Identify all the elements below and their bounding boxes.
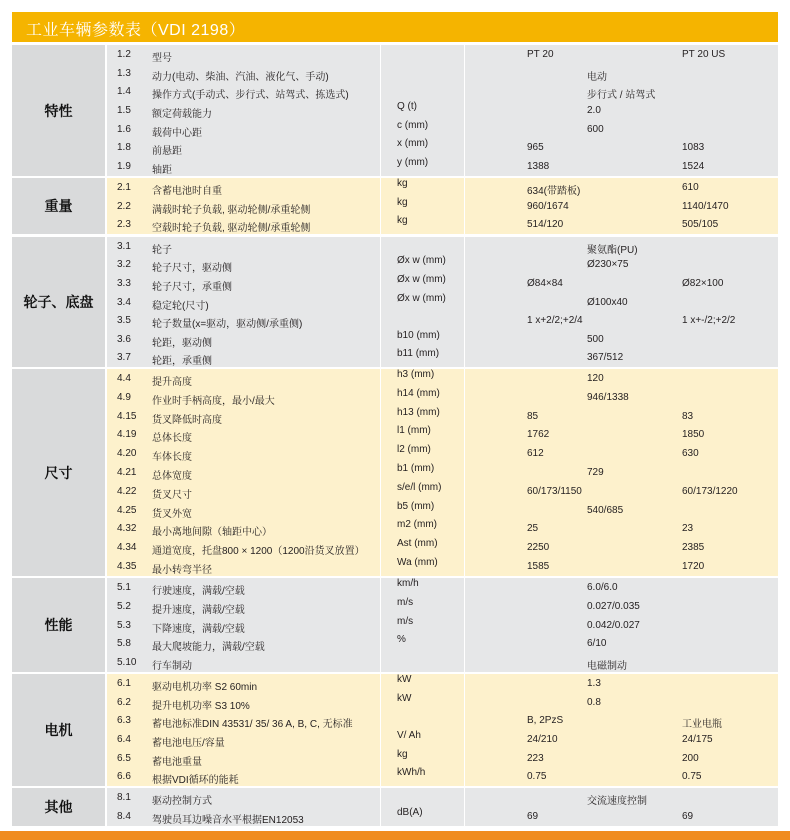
value-pt20us: 1 x+-/2;+2/2 (682, 315, 736, 326)
table-row (107, 215, 778, 234)
value-pt20us: 1140/1470 (682, 201, 729, 212)
row-number: 6.4 (117, 734, 131, 745)
spec-section (12, 674, 778, 786)
table-row (107, 444, 778, 463)
row-description: 行驶速度，满载/空载 (152, 586, 245, 597)
table-row (107, 616, 778, 635)
value-pt20us: 200 (682, 753, 699, 764)
row-description: 驾驶员耳边噪音水平根据EN12053 (152, 815, 304, 826)
row-unit: V/ Ah (397, 730, 421, 741)
row-description: 轮子数量(x=驱动，驱动侧/承重侧) (152, 319, 303, 330)
row-description: 驱动控制方式 (152, 796, 212, 807)
row-number: 1.5 (117, 105, 131, 116)
row-number: 1.2 (117, 49, 131, 60)
table-row (107, 178, 778, 197)
value-pt20: 85 (527, 411, 539, 422)
row-description: 额定荷载能力 (152, 109, 212, 120)
row-description: 行车制动 (152, 661, 192, 672)
row-description: 提升电机功率 S3 10% (152, 701, 250, 712)
value-pt20: 1585 (527, 561, 550, 572)
row-unit: h3 (mm) (397, 369, 435, 380)
value-pt20us: 69 (682, 811, 694, 822)
row-unit: s/e/l (mm) (397, 482, 442, 493)
row-description: 最小转弯半径 (152, 565, 212, 576)
row-description: 货叉外宽 (152, 509, 192, 520)
row-number: 4.34 (117, 542, 137, 553)
value-pt20: 634(带踏板) (527, 186, 581, 197)
section-label: 电机 (44, 722, 73, 738)
table-row (107, 711, 778, 730)
row-number: 3.6 (117, 334, 131, 345)
row-description: 蓄电池电压/容量 (152, 738, 225, 749)
value-pt20us: 505/105 (682, 219, 719, 230)
value-shared: 电磁制动 (587, 661, 627, 672)
table-row (107, 693, 778, 712)
section-label-cell (12, 45, 105, 176)
value-pt20us: 23 (682, 523, 694, 534)
value-pt20us: 1083 (682, 142, 705, 153)
row-unit: b5 (mm) (397, 501, 435, 512)
row-number: 3.5 (117, 315, 131, 326)
row-description: 最大爬坡能力，满载/空载 (152, 642, 265, 653)
value-pt20us: 0.75 (682, 771, 702, 782)
value-pt20us: 83 (682, 411, 694, 422)
table-row (107, 634, 778, 653)
value-shared: 729 (587, 467, 604, 478)
table-row (107, 64, 778, 83)
value-shared: Ø230×75 (587, 259, 629, 270)
row-description: 货叉降低时高度 (152, 415, 222, 426)
value-pt20us: 610 (682, 182, 699, 193)
table-row (107, 348, 778, 367)
row-unit: kW (397, 693, 412, 704)
row-number: 6.1 (117, 678, 131, 689)
value-shared: 367/512 (587, 352, 624, 363)
row-description: 前悬距 (152, 146, 182, 157)
row-unit: h13 (mm) (397, 407, 440, 418)
row-description: 根据VDI循环的能耗 (152, 775, 239, 786)
table-row (107, 749, 778, 768)
row-unit: h14 (mm) (397, 388, 440, 399)
row-unit: kg (397, 749, 408, 760)
value-pt20: 2250 (527, 542, 550, 553)
row-description: 总体长度 (152, 433, 192, 444)
row-unit: Q (t) (397, 101, 417, 112)
row-number: 1.9 (117, 161, 131, 172)
row-number: 3.7 (117, 352, 131, 363)
section-label-cell (12, 237, 105, 367)
table-row (107, 597, 778, 616)
value-pt20: 1762 (527, 429, 550, 440)
row-number: 4.19 (117, 429, 137, 440)
value-shared: 0.027/0.035 (587, 601, 640, 612)
row-unit: b10 (mm) (397, 330, 440, 341)
table-row (107, 197, 778, 216)
value-pt20us: Ø82×100 (682, 278, 724, 289)
row-unit: l1 (mm) (397, 425, 431, 436)
value-shared: 6.0/6.0 (587, 582, 618, 593)
row-description: 提升高度 (152, 377, 192, 388)
row-description: 驱动电机功率 S2 60min (152, 682, 258, 693)
row-unit: km/h (397, 578, 419, 589)
row-number: 2.2 (117, 201, 131, 212)
table-row (107, 767, 778, 786)
row-number: 6.5 (117, 753, 131, 764)
row-number: 6.2 (117, 697, 131, 708)
value-pt20us: 24/175 (682, 734, 713, 745)
value-pt20: 0.75 (527, 771, 547, 782)
row-description: 操作方式(手动式、步行式、站驾式、拣选式) (152, 90, 349, 101)
table-row (107, 653, 778, 672)
row-description: 载荷中心距 (152, 128, 202, 139)
value-pt20us: 1850 (682, 429, 705, 440)
value-shared: 540/685 (587, 505, 624, 516)
table-row (107, 274, 778, 293)
row-number: 5.2 (117, 601, 131, 612)
row-description: 车体长度 (152, 452, 192, 463)
value-pt20us: 1720 (682, 561, 705, 572)
table-row (107, 388, 778, 407)
value-shared: 600 (587, 124, 604, 135)
table-row (107, 538, 778, 557)
value-pt20: 514/120 (527, 219, 564, 230)
table-row (107, 807, 778, 826)
table-row (107, 101, 778, 120)
table-row (107, 82, 778, 101)
value-pt20: B, 2PzS (527, 715, 564, 726)
section-label: 尺寸 (44, 464, 73, 481)
row-number: 5.10 (117, 657, 137, 668)
row-description: 蓄电池标准DIN 43531/ 35/ 36 A, B, C, 无标准 (152, 719, 353, 730)
row-unit: kg (397, 215, 408, 226)
table-row (107, 407, 778, 426)
row-number: 1.8 (117, 142, 131, 153)
row-description: 蓄电池重量 (152, 757, 202, 768)
table-header-bar (12, 12, 778, 42)
value-pt20: Ø84×84 (527, 278, 563, 289)
value-pt20: 24/210 (527, 734, 558, 745)
row-unit: kg (397, 178, 408, 189)
section-label: 重量 (44, 198, 73, 214)
spec-section (12, 237, 778, 367)
row-description: 轮子 (152, 245, 172, 256)
value-pt20: 612 (527, 448, 544, 459)
value-shared: 1.3 (587, 678, 601, 689)
section-label: 特性 (44, 102, 73, 119)
row-unit: Øx w (mm) (397, 274, 446, 285)
section-label-cell (12, 788, 105, 826)
row-description: 总体宽度 (152, 471, 192, 482)
value-shared: 聚氨酯(PU) (587, 245, 638, 256)
value-shared: 500 (587, 334, 604, 345)
row-description: 通道宽度，托盘800 × 1200（1200沿货叉放置） (152, 546, 365, 557)
row-number: 1.6 (117, 124, 131, 135)
row-number: 4.21 (117, 467, 137, 478)
row-unit: b11 (mm) (397, 348, 440, 359)
row-number: 1.3 (117, 68, 131, 79)
section-body (107, 788, 778, 826)
row-unit: dB(A) (397, 807, 423, 818)
section-body (107, 674, 778, 786)
table-row (107, 519, 778, 538)
value-shared: 电动 (587, 72, 607, 83)
value-pt20: 69 (527, 811, 539, 822)
row-description: 下降速度，满载/空载 (152, 624, 245, 635)
row-number: 3.4 (117, 297, 131, 308)
section-label-cell (12, 674, 105, 786)
table-row (107, 463, 778, 482)
section-label: 轮子、底盘 (23, 294, 94, 310)
row-number: 2.1 (117, 182, 131, 193)
row-unit: x (mm) (397, 138, 429, 149)
spec-section (12, 578, 778, 672)
section-body (107, 578, 778, 672)
row-description: 作业时手柄高度，最小/最大 (152, 396, 275, 407)
value-pt20us: PT 20 US (682, 49, 726, 60)
row-unit: c (mm) (397, 120, 429, 131)
section-label-cell (12, 178, 105, 234)
table-row (107, 674, 778, 693)
row-number: 4.15 (117, 411, 137, 422)
row-unit: b1 (mm) (397, 463, 435, 474)
row-number: 4.9 (117, 392, 131, 403)
table-row (107, 788, 778, 807)
table-row (107, 237, 778, 256)
value-pt20: 1388 (527, 161, 550, 172)
row-number: 4.4 (117, 373, 131, 384)
value-pt20us: 60/173/1220 (682, 486, 738, 497)
value-pt20: 25 (527, 523, 539, 534)
value-pt20: 223 (527, 753, 544, 764)
value-pt20us: 2385 (682, 542, 705, 553)
table-row (107, 557, 778, 576)
row-description: 货叉尺寸 (152, 490, 192, 501)
table-row (107, 120, 778, 139)
row-number: 6.6 (117, 771, 131, 782)
row-number: 5.3 (117, 620, 131, 631)
row-unit: l2 (mm) (397, 444, 431, 455)
section-body (107, 369, 778, 576)
row-number: 8.1 (117, 792, 131, 803)
row-description: 提升速度，满载/空载 (152, 605, 245, 616)
row-number: 5.1 (117, 582, 131, 593)
table-row (107, 330, 778, 349)
value-pt20: 965 (527, 142, 544, 153)
value-pt20: PT 20 (527, 49, 554, 60)
table-row (107, 425, 778, 444)
table-row (107, 157, 778, 176)
row-unit: m2 (mm) (397, 519, 437, 530)
value-pt20us: 630 (682, 448, 699, 459)
row-description: 满载时轮子负载, 驱动轮侧/承重轮侧 (152, 205, 311, 216)
section-body (107, 45, 778, 176)
row-description: 轮距，承重侧 (152, 356, 212, 367)
value-shared: 步行式 / 站驾式 (587, 90, 656, 101)
table-row (107, 501, 778, 520)
row-number: 3.3 (117, 278, 131, 289)
value-shared: 0.8 (587, 697, 601, 708)
row-description: 最小离地间隙（轴距中心） (152, 527, 272, 538)
row-number: 5.8 (117, 638, 131, 649)
table-row (107, 369, 778, 388)
row-number: 4.20 (117, 448, 137, 459)
row-unit: kg (397, 197, 408, 208)
row-unit: kW (397, 674, 412, 685)
spec-section (12, 178, 778, 234)
section-label: 其他 (44, 799, 73, 815)
row-unit: kWh/h (397, 767, 426, 778)
table-row (107, 578, 778, 597)
row-description: 轮子尺寸，承重侧 (152, 282, 232, 293)
row-number: 6.3 (117, 715, 131, 726)
section-label-cell (12, 578, 105, 672)
row-description: 型号 (152, 53, 172, 64)
section-body (107, 178, 778, 234)
bottom-accent-bar (0, 831, 790, 840)
value-pt20: 960/1674 (527, 201, 569, 212)
row-number: 3.2 (117, 259, 131, 270)
value-shared: Ø100x40 (587, 297, 628, 308)
table-row (107, 255, 778, 274)
section-label-cell (12, 369, 105, 576)
table-row (107, 138, 778, 157)
row-number: 4.22 (117, 486, 137, 497)
table-row (107, 293, 778, 312)
table-row (107, 730, 778, 749)
row-unit: m/s (397, 616, 414, 627)
value-shared: 6/10 (587, 638, 607, 649)
value-pt20us: 工业电瓶 (682, 719, 722, 730)
table-row (107, 482, 778, 501)
row-number: 4.32 (117, 523, 137, 534)
row-number: 8.4 (117, 811, 131, 822)
table-title: 工业车辆参数表（VDI 2198） (26, 22, 246, 39)
value-shared: 946/1338 (587, 392, 629, 403)
row-number: 2.3 (117, 219, 131, 230)
row-description: 稳定轮(尺寸) (152, 301, 209, 312)
section-body (107, 237, 778, 367)
value-shared: 120 (587, 373, 604, 384)
spec-section (12, 788, 778, 826)
section-label: 性能 (44, 617, 73, 633)
spec-section (12, 45, 778, 176)
value-pt20us: 1524 (682, 161, 705, 172)
row-number: 1.4 (117, 86, 131, 97)
row-description: 轮子尺寸，驱动侧 (152, 263, 232, 274)
row-description: 空载时轮子负载, 驱动轮侧/承重轮侧 (152, 223, 311, 234)
row-description: 轮距，驱动侧 (152, 338, 212, 349)
row-number: 4.25 (117, 505, 137, 516)
row-unit: Øx w (mm) (397, 293, 446, 304)
row-description: 动力(电动、柴油、汽油、液化气、手动) (152, 72, 329, 83)
row-number: 3.1 (117, 241, 131, 252)
row-unit: Ast (mm) (397, 538, 438, 549)
row-unit: m/s (397, 597, 414, 608)
value-pt20: 1 x+2/2;+2/4 (527, 315, 583, 326)
row-unit: % (397, 634, 406, 645)
table-row (107, 45, 778, 64)
value-shared: 2.0 (587, 105, 601, 116)
row-description: 含蓄电池时自重 (152, 186, 222, 197)
spec-section (12, 369, 778, 576)
value-pt20: 60/173/1150 (527, 486, 582, 497)
row-unit: Øx w (mm) (397, 255, 446, 266)
row-description: 轴距 (152, 165, 172, 176)
value-shared: 交流速度控制 (587, 796, 647, 807)
value-shared: 0.042/0.027 (587, 620, 640, 631)
table-row (107, 311, 778, 330)
row-unit: Wa (mm) (397, 557, 438, 568)
row-number: 4.35 (117, 561, 137, 572)
row-unit: y (mm) (397, 157, 429, 168)
